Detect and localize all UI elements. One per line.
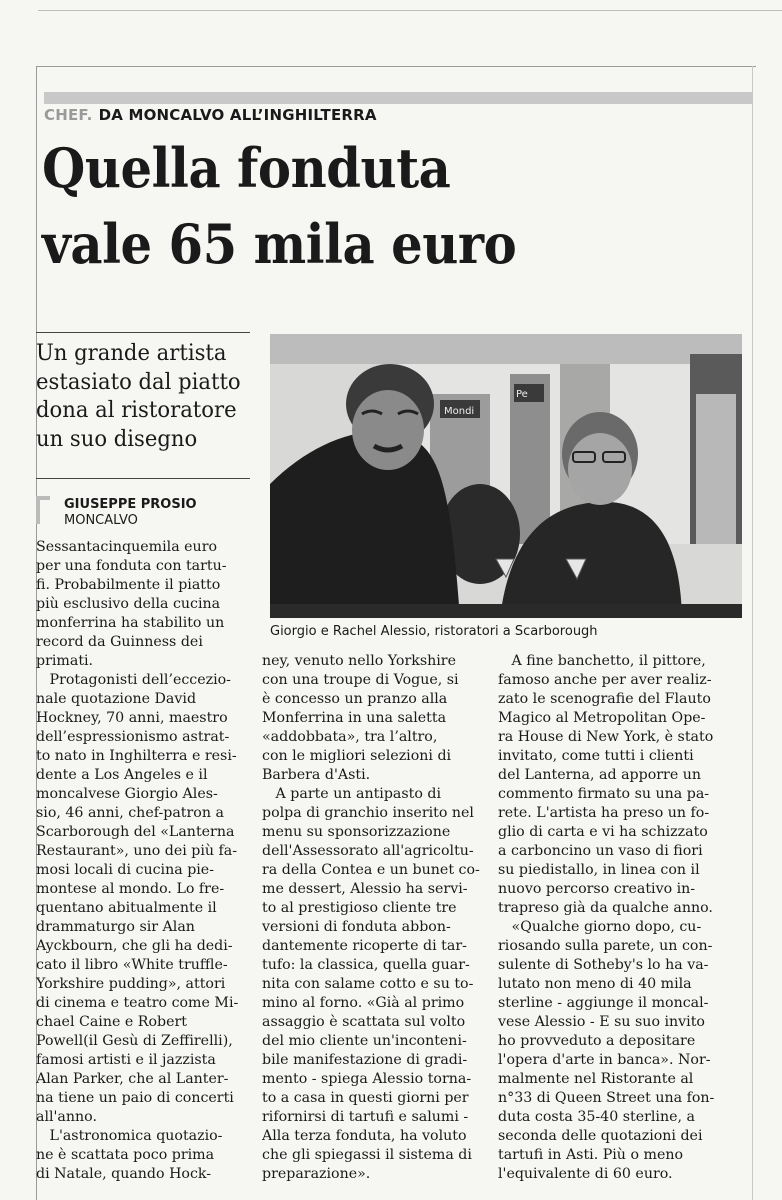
text-line: A parte un antipasto di	[262, 786, 442, 802]
text-line: Sessantacinquemila euro	[36, 539, 218, 555]
article-frame-top	[36, 66, 756, 67]
text-line: sulente di Sotheby's lo ha va-	[498, 957, 709, 973]
text-line: ho provveduto a depositare	[498, 1033, 696, 1049]
text-line: Hockney, 70 anni, maestro	[36, 710, 228, 726]
text-line: mento - spiega Alessio torna-	[262, 1071, 472, 1087]
text-line: mino al forno. «Già al primo	[262, 995, 465, 1011]
headline-line-1: Quella fonduta	[42, 136, 451, 200]
text-line: cato il libro «White truffle-	[36, 957, 228, 973]
text-line: dell’espressionismo astrat-	[36, 729, 230, 745]
text-line: è concesso un pranzo alla	[262, 691, 448, 707]
text-line: rete. L'artista ha preso un fo-	[498, 805, 710, 821]
text-line: Powell(il Gesù di Zeffirelli),	[36, 1033, 233, 1049]
photo-sign-text: Pe	[516, 389, 528, 400]
text-line: Restaurant», uno dei più fa-	[36, 843, 238, 859]
text-line: monferrina ha stabilito un	[36, 615, 225, 631]
text-line: Magico al Metropolitan Ope-	[498, 710, 706, 726]
text-line: all'anno.	[36, 1109, 97, 1125]
text-line: moncalvese Giorgio Ales-	[36, 786, 218, 802]
text-line: na tiene un paio di concerti	[36, 1090, 234, 1106]
text-line: me dessert, Alessio ha servi-	[262, 881, 468, 897]
text-line: Alla terza fonduta, ha voluto	[262, 1128, 467, 1144]
text-line: versioni di fonduta abbon-	[262, 919, 451, 935]
text-line: L'astronomica quotazio-	[36, 1128, 223, 1144]
kicker	[44, 106, 377, 124]
text-line: zato le scenografie del Flauto	[498, 691, 711, 707]
text-line: su piedistallo, in linea con il	[498, 862, 700, 878]
text-line: sterline - aggiunge il moncal-	[498, 995, 709, 1011]
text-line: dantemente ricoperte di tar-	[262, 938, 467, 954]
text-line: seconda delle quotazioni dei	[498, 1128, 703, 1144]
text-line: riosando sulla parete, un con-	[498, 938, 713, 954]
text-line: Protagonisti dell’ecceziο-	[36, 672, 231, 688]
text-line: nale quotazione David	[36, 691, 197, 707]
text-line: to al prestigioso cliente tre	[262, 900, 457, 916]
subhead-line: un suo disegno	[36, 426, 198, 452]
text-line: vese Alessio - E su suo invito	[498, 1014, 705, 1030]
text-line: polpa di granchio inserito nel	[262, 805, 474, 821]
text-line: to a casa in questi giorni per	[262, 1090, 469, 1106]
text-line: quentano abitualmente il	[36, 900, 217, 916]
text-line: malmente nel Ristorante al	[498, 1071, 694, 1087]
subhead-line: dona al ristoratore	[36, 398, 237, 423]
text-line: più esclusivo della cucina	[36, 596, 221, 612]
text-line: ney, venuto nello Yorkshire	[262, 653, 456, 669]
byline-corner-mark	[36, 496, 50, 524]
text-line: a carboncino un vaso di fiori	[498, 843, 703, 859]
text-line: fi. Probabilmente il piatto	[36, 577, 221, 593]
text-line: Scarborough del «Lanterna	[36, 824, 235, 840]
text-line: montese al mondo. Lo fre-	[36, 881, 225, 897]
text-line: chael Caine e Robert	[36, 1014, 187, 1030]
text-line: rifornirsi di tartufi e salumi -	[262, 1109, 469, 1125]
text-line: famoso anche per aver realiz-	[498, 672, 712, 688]
subhead-line: estasiato dal piatto	[36, 369, 241, 395]
text-line: tufo: la classica, quella guar-	[262, 957, 470, 973]
text-line: ra della Contea e un bunet co-	[262, 862, 480, 878]
text-line: n°33 di Queen Street una fon-	[498, 1090, 715, 1106]
byline-location: MONCALVO	[64, 513, 138, 528]
text-line: menu su sponsorizzazione	[262, 824, 451, 840]
page-top-rule	[38, 10, 782, 11]
text-line: preparazione».	[262, 1166, 371, 1182]
article-photo	[270, 334, 742, 618]
text-line: con le migliori selezioni di	[262, 748, 452, 764]
photo-illustration	[270, 334, 742, 618]
text-line: Ayckbourn, che gli ha dedi-	[36, 938, 233, 954]
text-line: primati.	[36, 653, 94, 669]
text-line: famosi artisti e il jazzista	[36, 1052, 216, 1068]
subhead-line: Un grande artista	[36, 341, 227, 366]
subhead	[36, 340, 257, 454]
text-line: invitato, come tutti i clienti	[498, 748, 694, 764]
text-line: record da Guinness dei	[36, 634, 203, 650]
text-line: per una fonduta con tartu-	[36, 558, 227, 574]
text-line: del mio cliente un'inconteni-	[262, 1033, 467, 1049]
headline	[42, 130, 695, 282]
text-line: ra House di New York, è stato	[498, 729, 714, 745]
text-line: dell'Assessorato all'agricoltu-	[262, 843, 474, 859]
text-line: di Natale, quando Hock-	[36, 1166, 212, 1182]
text-line: tartufi in Asti. Più o meno	[498, 1147, 684, 1163]
article-frame-right	[752, 66, 753, 1200]
text-line: sio, 46 anni, chef-patron a	[36, 805, 224, 821]
article-column-3	[498, 652, 746, 1184]
article-column-2	[262, 652, 488, 1184]
text-line: trapreso già da qualche anno.	[498, 900, 713, 916]
text-line: duta costa 35-40 sterline, a	[498, 1109, 695, 1125]
text-line: lutato non meno di 40 mila	[498, 976, 692, 992]
text-line: del Lanterna, ad apporre un	[498, 767, 701, 783]
byline-rule	[36, 478, 250, 479]
photo-caption: Giorgio e Rachel Alessio, ristoratori a Scarborough	[270, 624, 598, 639]
text-line: assaggio è scattata sul volto	[262, 1014, 466, 1030]
text-line: ne è scattata poco prima	[36, 1147, 215, 1163]
text-line: bile manifestazione di gradi-	[262, 1052, 468, 1068]
text-line: Yorkshire pudding», attori	[36, 976, 226, 992]
text-line: con una troupe di Vogue, si	[262, 672, 459, 688]
subhead-top-rule	[36, 332, 250, 333]
text-line: Alan Parker, che al Lanter-	[36, 1071, 229, 1087]
text-line: nita con salame cotto e su to-	[262, 976, 474, 992]
text-line: «addobbata», tra l’altro,	[262, 729, 438, 745]
section-bar	[44, 92, 752, 104]
photo-sign-text: Mondi	[444, 406, 475, 417]
text-line: drammaturgo sir Alan	[36, 919, 195, 935]
text-line: di cinema e teatro come Mi-	[36, 995, 239, 1011]
byline-author: GIUSEPPE PROSIO	[64, 497, 197, 512]
kicker-tag: CHEF.	[44, 106, 93, 124]
text-line: dente a Los Angeles e il	[36, 767, 208, 783]
article-column-1	[36, 538, 258, 1184]
text-line: Barbera d'Asti.	[262, 767, 371, 783]
text-line: che gli spiegassi il sistema di	[262, 1147, 472, 1163]
kicker-text: DA MONCALVO ALL’INGHILTERRA	[98, 106, 377, 124]
text-line: l'equivalente di 60 euro.	[498, 1166, 673, 1182]
text-line: Monferrina in una saletta	[262, 710, 447, 726]
text-line: nuovo percorso creativo in-	[498, 881, 696, 897]
text-line: A fine banchetto, il pittore,	[498, 653, 706, 669]
text-line: commento firmato su una pa-	[498, 786, 710, 802]
text-line: «Qualche giorno dopo, cu-	[498, 919, 702, 935]
text-line: l'opera d'arte in banca». Nor-	[498, 1052, 711, 1068]
text-line: glio di carta e vi ha schizzato	[498, 824, 708, 840]
headline-line-2: vale 65 mila euro	[42, 212, 517, 276]
text-line: to nato in Inghilterra e resi-	[36, 748, 237, 764]
text-line: mosi locali di cucina pie-	[36, 862, 215, 878]
